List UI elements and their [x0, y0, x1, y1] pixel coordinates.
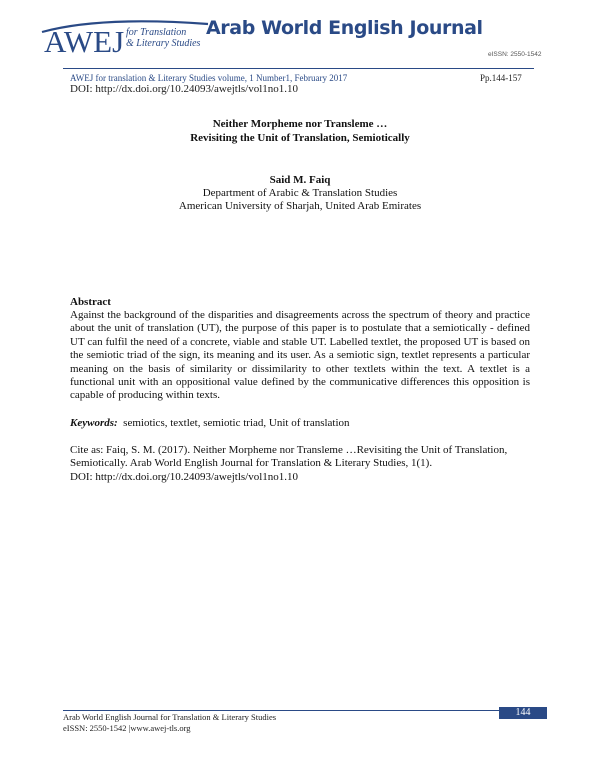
author-university: American University of Sharjah, United Arab Emirates	[178, 200, 422, 212]
footer-journal: Arab World English Journal for Translation & Literary Studies	[63, 712, 277, 722]
author-name: Said M. Faiq	[269, 174, 331, 186]
footer-divider	[63, 710, 500, 711]
cite-line2: Semiotically. Arab World English Journal for Translation & Literary Studies, 1(1).	[70, 457, 433, 470]
awej-logo: AWEJ	[44, 24, 125, 59]
author-department: Department of Arabic & Translation Studies	[202, 187, 398, 199]
keywords-label: Keywords	[70, 417, 114, 429]
issue-line: AWEJ for translation & Literary Studies volume, 1 Number1, February 2017	[70, 73, 348, 83]
citation-block	[70, 444, 530, 484]
awej-logo-subtitle	[126, 27, 200, 49]
keywords-values: semiotics, textlet, semiotic triad, Unit of translation	[123, 417, 350, 429]
keywords-separator: :	[114, 417, 118, 429]
footer-eissn: eISSN: 2550-1542 |www.awej-tls.org	[63, 723, 191, 733]
journal-title: Arab World English Journal	[206, 17, 483, 39]
paper-title-line2: Revisiting the Unit of Translation, Semiotically	[190, 132, 410, 144]
logo-sub-line2: & Literary Studies	[126, 38, 201, 49]
cite-doi-link[interactable]: DOI: http://dx.doi.org/10.24093/awejtls/vol1no1.10	[70, 470, 299, 483]
page-number: 144	[499, 707, 547, 719]
paper-title-line1: Neither Morpheme nor Transleme …	[212, 118, 388, 130]
logo-sub-line1: for Translation	[126, 27, 187, 38]
page-range: Pp.144-157	[480, 73, 522, 83]
abstract-heading: Abstract	[70, 296, 111, 308]
eissn-top: eISSN: 2550-1542	[488, 51, 542, 58]
abstract-body: Against the background of the disparities and disagreements across the spectrum of theory and practice about the unit of translation (UT), the purpose of this paper is to postulate that a semiotically - defined UT can fulfil the need of a concrete, viable and stable UT. Labelled textlet, the proposed UT is based on the semiotic triad of the sign, its meaning and its user. As a semiotic sign, textlet represents a particular meaning on the basis of similarity or dissimilarity to other textlets within the text. A textlet is a functional unit with an oppositional value defined by the communicative differences this opposition is capable of producing within texts.	[70, 309, 530, 402]
header-doi-link[interactable]: DOI: http://dx.doi.org/10.24093/awejtls/vol1no1.10	[70, 83, 299, 95]
header-divider	[63, 68, 534, 69]
cite-line1: Cite as: Faiq, S. M. (2017). Neither Morpheme nor Transleme …Revisiting the Unit of Translation,	[70, 444, 508, 456]
keywords-line	[70, 417, 350, 429]
